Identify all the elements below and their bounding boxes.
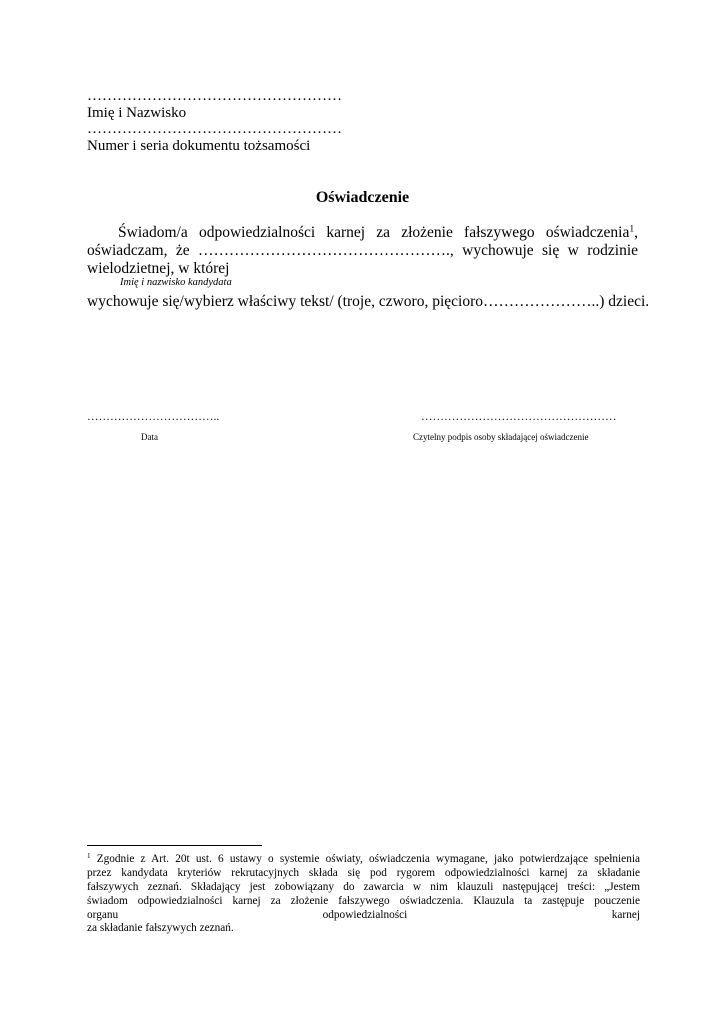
document-label: Numer i seria dokumentu tożsamości: [87, 138, 311, 154]
date-label: Data: [141, 432, 158, 442]
footnote-line-3: fałszywych zeznań. Składający jest zobowiązany do zawarcia w nim klauzuli następującej treści: „Jestem: [87, 881, 640, 893]
footnote-separator: [87, 845, 262, 846]
signature-dots: ……………………………………………: [421, 411, 617, 423]
footnote-line-5: organu odpowiedzialności karnej: [87, 909, 640, 921]
candidate-name-label: Imię i nazwisko kandydata: [120, 277, 232, 288]
date-dots: ……………………………..: [87, 411, 220, 423]
statement-line-3: wielodzietnej, w której: [87, 260, 230, 277]
footnote-line-6: za składanie fałszywych zeznań.: [87, 922, 234, 934]
statement-line-1: [87, 224, 638, 242]
statement-comma: ,: [634, 224, 638, 241]
document-dots: ……………………………………………: [87, 121, 342, 137]
name-dots: ……………………………………………: [87, 88, 342, 104]
footnote-number: 1: [87, 852, 91, 861]
statement-line-2: oświadczam, że …………………………………………., wychowuje się w rodzinie: [87, 242, 638, 259]
footnote-line-2: przez kandydata kryteriów rekrutacyjnych składa się pod rygorem odpowiedzialności karnej za składanie: [87, 867, 640, 879]
footnote-line-1: [87, 853, 640, 866]
footnote-text-1: Zgodnie z Art. 20t ust. 6 ustawy o systemie oświaty, oświadczenia wymagane, jako potwierdzające spełnienia: [96, 853, 640, 865]
footnote-reference: 1: [629, 223, 635, 235]
statement-line-4: wychowuje się/wybierz właściwy tekst/ (troje, czworo, pięcioro…………………..) dzieci.: [87, 293, 650, 310]
footnote-line-4: świadom odpowiedzialności karnej za złożenie fałszywego oświadczenia. Klauzula ta zastępuje pouczenie: [87, 895, 640, 907]
name-label: Imię i Nazwisko: [87, 105, 187, 121]
statement-text: Świadom/a odpowiedzialności karnej za złożenie fałszywego oświadczenia: [118, 224, 630, 241]
document-title: Oświadczenie: [315, 189, 410, 206]
signature-label: Czytelny podpis osoby składającej oświadczenie: [413, 432, 589, 442]
